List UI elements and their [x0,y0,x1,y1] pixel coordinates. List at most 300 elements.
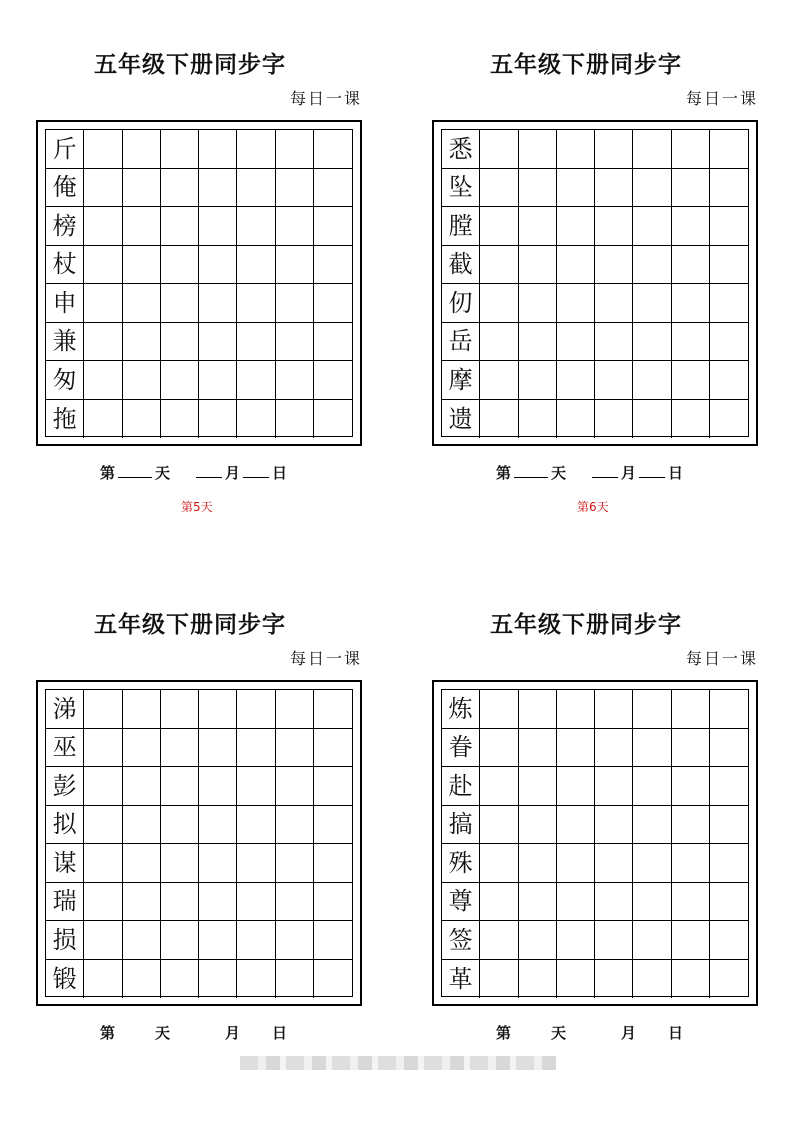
writing-cell[interactable] [199,246,237,285]
footer-di: 第 [100,1024,116,1042]
model-character: 眷 [442,729,480,768]
writing-cell[interactable] [237,767,275,806]
footer-yue: 月 [225,464,241,482]
writing-cell[interactable] [123,921,161,960]
writing-cell[interactable] [595,960,633,999]
writing-cell[interactable] [276,169,314,208]
writing-cell[interactable] [595,169,633,208]
writing-cell[interactable] [672,767,710,806]
writing-cell[interactable] [633,767,671,806]
writing-cell[interactable] [519,284,557,323]
practice-panel [432,14,762,514]
writing-cell[interactable] [480,806,518,845]
writing-cell[interactable] [672,400,710,439]
writing-cell[interactable] [557,921,595,960]
writing-cell[interactable] [199,921,237,960]
writing-cell[interactable] [480,130,518,169]
writing-cell[interactable] [557,361,595,400]
writing-cell[interactable] [557,246,595,285]
writing-cell[interactable] [557,767,595,806]
writing-cell[interactable] [672,246,710,285]
grid-row [442,960,748,999]
writing-cell[interactable] [84,767,122,806]
writing-cell[interactable] [276,690,314,729]
grid-row [46,246,352,285]
panel-title: 五年级下册同步字 [490,51,682,78]
writing-cell[interactable] [519,323,557,362]
model-character: 兼 [46,323,84,362]
writing-cell[interactable] [276,767,314,806]
writing-cell[interactable] [199,767,237,806]
writing-cell[interactable] [314,960,352,999]
writing-cell[interactable] [314,323,352,362]
writing-cell[interactable] [672,323,710,362]
model-character: 俺 [46,169,84,208]
writing-cell[interactable] [161,169,199,208]
writing-cell[interactable] [161,361,199,400]
writing-cell[interactable] [237,806,275,845]
model-character: 损 [46,921,84,960]
writing-cell[interactable] [237,400,275,439]
writing-cell[interactable] [595,806,633,845]
practice-grid-frame [432,680,758,1006]
writing-cell[interactable] [237,207,275,246]
writing-cell[interactable] [314,207,352,246]
writing-cell[interactable] [710,169,748,208]
writing-cell[interactable] [199,690,237,729]
writing-cell[interactable] [84,130,122,169]
grid-row [442,844,748,883]
writing-cell[interactable] [633,169,671,208]
model-character: 巫 [46,729,84,768]
practice-panel [432,574,762,1054]
writing-cell[interactable] [672,729,710,768]
day-number-blank[interactable] [514,1023,548,1038]
writing-cell[interactable] [710,921,748,960]
footer-ri: 日 [668,464,684,482]
writing-cell[interactable] [633,844,671,883]
writing-cell[interactable] [237,246,275,285]
writing-cell[interactable] [519,246,557,285]
writing-cell[interactable] [595,246,633,285]
writing-cell[interactable] [519,960,557,999]
writing-cell[interactable] [519,130,557,169]
writing-cell[interactable] [633,690,671,729]
writing-cell[interactable] [314,690,352,729]
writing-cell[interactable] [237,361,275,400]
writing-cell[interactable] [633,361,671,400]
writing-cell[interactable] [480,690,518,729]
writing-cell[interactable] [519,361,557,400]
writing-cell[interactable] [276,844,314,883]
date-blank[interactable] [243,463,269,478]
writing-cell[interactable] [123,960,161,999]
writing-cell[interactable] [595,844,633,883]
writing-cell[interactable] [672,207,710,246]
date-footer [100,462,287,483]
writing-cell[interactable] [480,844,518,883]
writing-cell[interactable] [595,690,633,729]
writing-cell[interactable] [595,284,633,323]
writing-cell[interactable] [710,960,748,999]
writing-cell[interactable] [519,400,557,439]
day-number-blank[interactable] [118,1023,152,1038]
grid-row [46,130,352,169]
writing-cell[interactable] [314,844,352,883]
grid-row [46,361,352,400]
writing-cell[interactable] [276,921,314,960]
writing-cell[interactable] [557,207,595,246]
model-character: 尊 [442,883,480,922]
writing-cell[interactable] [480,729,518,768]
writing-cell[interactable] [557,169,595,208]
writing-cell[interactable] [480,767,518,806]
writing-cell[interactable] [199,207,237,246]
writing-cell[interactable] [480,400,518,439]
panel-title: 五年级下册同步字 [490,611,682,638]
writing-cell[interactable] [595,361,633,400]
writing-cell[interactable] [237,729,275,768]
writing-cell[interactable] [84,323,122,362]
footer-yue: 月 [621,464,637,482]
writing-cell[interactable] [237,883,275,922]
writing-cell[interactable] [276,960,314,999]
watermark [240,1056,556,1070]
panel-title: 五年级下册同步字 [94,51,286,78]
writing-cell[interactable] [672,844,710,883]
writing-cell[interactable] [519,883,557,922]
model-character: 匆 [46,361,84,400]
writing-cell[interactable] [276,323,314,362]
model-character: 榜 [46,207,84,246]
writing-cell[interactable] [314,883,352,922]
writing-cell[interactable] [672,169,710,208]
writing-cell[interactable] [633,883,671,922]
writing-cell[interactable] [276,207,314,246]
writing-cell[interactable] [237,844,275,883]
writing-cell[interactable] [276,246,314,285]
writing-cell[interactable] [199,806,237,845]
writing-cell[interactable] [314,246,352,285]
writing-cell[interactable] [123,323,161,362]
day-number-blank[interactable] [514,463,548,478]
writing-cell[interactable] [237,284,275,323]
writing-cell[interactable] [161,883,199,922]
date-blank[interactable] [243,1023,269,1038]
model-character: 签 [442,921,480,960]
grid-row [46,323,352,362]
grid-row [442,806,748,845]
writing-cell[interactable] [314,806,352,845]
writing-cell[interactable] [84,844,122,883]
writing-cell[interactable] [633,323,671,362]
writing-cell[interactable] [161,806,199,845]
writing-cell[interactable] [710,844,748,883]
writing-cell[interactable] [123,806,161,845]
writing-cell[interactable] [161,284,199,323]
panel-subtitle: 每日一课 [685,649,758,668]
writing-cell[interactable] [84,207,122,246]
writing-cell[interactable] [519,690,557,729]
writing-cell[interactable] [519,767,557,806]
writing-cell[interactable] [519,729,557,768]
writing-cell[interactable] [633,284,671,323]
writing-cell[interactable] [161,400,199,439]
practice-grid [441,689,749,997]
writing-cell[interactable] [314,729,352,768]
writing-cell[interactable] [595,130,633,169]
writing-cell[interactable] [276,284,314,323]
grid-row [442,207,748,246]
writing-cell[interactable] [672,130,710,169]
writing-cell[interactable] [314,169,352,208]
practice-grid-frame [36,120,362,446]
writing-cell[interactable] [123,246,161,285]
date-footer [100,1022,287,1043]
writing-cell[interactable] [557,844,595,883]
writing-cell[interactable] [237,169,275,208]
model-character: 涕 [46,690,84,729]
writing-cell[interactable] [161,323,199,362]
writing-cell[interactable] [161,130,199,169]
writing-cell[interactable] [276,400,314,439]
writing-cell[interactable] [161,960,199,999]
writing-cell[interactable] [199,400,237,439]
writing-cell[interactable] [480,169,518,208]
writing-cell[interactable] [633,806,671,845]
panel-subtitle: 每日一课 [685,89,758,108]
model-character: 斤 [46,130,84,169]
writing-cell[interactable] [314,284,352,323]
writing-cell[interactable] [480,921,518,960]
writing-cell[interactable] [633,960,671,999]
writing-cell[interactable] [672,883,710,922]
writing-cell[interactable] [199,169,237,208]
writing-cell[interactable] [557,729,595,768]
writing-cell[interactable] [84,883,122,922]
writing-cell[interactable] [710,400,748,439]
practice-panel [36,574,366,1054]
practice-grid [441,129,749,437]
writing-cell[interactable] [84,246,122,285]
writing-cell[interactable] [633,246,671,285]
writing-cell[interactable] [633,729,671,768]
month-blank[interactable] [196,463,222,478]
writing-cell[interactable] [672,921,710,960]
writing-cell[interactable] [672,806,710,845]
writing-cell[interactable] [633,400,671,439]
writing-cell[interactable] [161,921,199,960]
month-blank[interactable] [592,463,618,478]
writing-cell[interactable] [314,400,352,439]
writing-cell[interactable] [595,207,633,246]
writing-cell[interactable] [710,130,748,169]
grid-row [442,284,748,323]
writing-cell[interactable] [161,690,199,729]
model-character: 岳 [442,323,480,362]
writing-cell[interactable] [276,729,314,768]
writing-cell[interactable] [276,883,314,922]
writing-cell[interactable] [84,806,122,845]
month-blank[interactable] [592,1023,618,1038]
writing-cell[interactable] [595,400,633,439]
writing-cell[interactable] [123,767,161,806]
writing-cell[interactable] [161,844,199,883]
writing-cell[interactable] [557,400,595,439]
writing-cell[interactable] [710,729,748,768]
writing-cell[interactable] [123,130,161,169]
day-number-blank[interactable] [118,463,152,478]
writing-cell[interactable] [519,207,557,246]
writing-cell[interactable] [557,806,595,845]
writing-cell[interactable] [84,729,122,768]
grid-row [442,246,748,285]
writing-cell[interactable] [314,921,352,960]
writing-cell[interactable] [480,246,518,285]
date-footer [496,1022,683,1043]
writing-cell[interactable] [633,207,671,246]
writing-cell[interactable] [633,921,671,960]
grid-row [46,169,352,208]
writing-cell[interactable] [276,806,314,845]
writing-cell[interactable] [710,767,748,806]
writing-cell[interactable] [557,284,595,323]
writing-cell[interactable] [480,284,518,323]
writing-cell[interactable] [84,960,122,999]
writing-cell[interactable] [480,883,518,922]
model-character: 遗 [442,400,480,439]
writing-cell[interactable] [84,400,122,439]
writing-cell[interactable] [557,883,595,922]
writing-cell[interactable] [123,207,161,246]
writing-cell[interactable] [710,246,748,285]
writing-cell[interactable] [480,361,518,400]
grid-row [442,361,748,400]
grid-row [46,921,352,960]
practice-grid [45,689,353,997]
model-character: 悉 [442,130,480,169]
writing-cell[interactable] [672,361,710,400]
writing-cell[interactable] [161,246,199,285]
writing-cell[interactable] [199,960,237,999]
writing-cell[interactable] [710,323,748,362]
writing-cell[interactable] [480,323,518,362]
writing-cell[interactable] [710,883,748,922]
writing-cell[interactable] [123,400,161,439]
writing-cell[interactable] [314,361,352,400]
month-blank[interactable] [196,1023,222,1038]
writing-cell[interactable] [276,361,314,400]
model-character: 彭 [46,767,84,806]
writing-cell[interactable] [557,130,595,169]
writing-cell[interactable] [314,130,352,169]
writing-cell[interactable] [710,361,748,400]
writing-cell[interactable] [710,207,748,246]
writing-cell[interactable] [519,806,557,845]
grid-row [442,323,748,362]
grid-row [442,690,748,729]
writing-cell[interactable] [123,361,161,400]
writing-cell[interactable] [199,883,237,922]
footer-tian: 天 [155,464,171,482]
writing-cell[interactable] [84,690,122,729]
grid-row [442,921,748,960]
writing-cell[interactable] [595,767,633,806]
writing-cell[interactable] [123,284,161,323]
writing-cell[interactable] [557,960,595,999]
writing-cell[interactable] [123,883,161,922]
writing-cell[interactable] [161,207,199,246]
writing-cell[interactable] [710,806,748,845]
writing-cell[interactable] [84,921,122,960]
writing-cell[interactable] [710,284,748,323]
practice-panel [36,14,366,514]
model-character: 赴 [442,767,480,806]
writing-cell[interactable] [199,361,237,400]
writing-cell[interactable] [276,130,314,169]
writing-cell[interactable] [237,130,275,169]
writing-cell[interactable] [672,284,710,323]
writing-cell[interactable] [710,690,748,729]
writing-cell[interactable] [595,883,633,922]
writing-cell[interactable] [595,323,633,362]
writing-cell[interactable] [237,690,275,729]
writing-cell[interactable] [199,284,237,323]
practice-grid [45,129,353,437]
writing-cell[interactable] [199,130,237,169]
writing-cell[interactable] [633,130,671,169]
writing-cell[interactable] [161,767,199,806]
date-blank[interactable] [639,463,665,478]
writing-cell[interactable] [161,729,199,768]
writing-cell[interactable] [123,690,161,729]
grid-row [46,284,352,323]
date-blank[interactable] [639,1023,665,1038]
writing-cell[interactable] [595,921,633,960]
writing-cell[interactable] [123,169,161,208]
footer-tian: 天 [155,1024,171,1042]
writing-cell[interactable] [84,169,122,208]
writing-cell[interactable] [123,844,161,883]
writing-cell[interactable] [557,323,595,362]
writing-cell[interactable] [519,169,557,208]
writing-cell[interactable] [519,844,557,883]
writing-cell[interactable] [237,921,275,960]
writing-cell[interactable] [84,361,122,400]
grid-row [46,960,352,999]
writing-cell[interactable] [672,960,710,999]
writing-cell[interactable] [672,690,710,729]
writing-cell[interactable] [237,960,275,999]
writing-cell[interactable] [199,844,237,883]
model-character: 坠 [442,169,480,208]
writing-cell[interactable] [519,921,557,960]
grid-row [442,883,748,922]
grid-row [46,767,352,806]
day-label: 第5天 [181,500,213,514]
writing-cell[interactable] [480,207,518,246]
writing-cell[interactable] [123,729,161,768]
writing-cell[interactable] [314,767,352,806]
writing-cell[interactable] [199,729,237,768]
writing-cell[interactable] [480,960,518,999]
model-character: 瑞 [46,883,84,922]
writing-cell[interactable] [199,323,237,362]
writing-cell[interactable] [84,284,122,323]
writing-cell[interactable] [557,690,595,729]
writing-cell[interactable] [237,323,275,362]
writing-cell[interactable] [595,729,633,768]
